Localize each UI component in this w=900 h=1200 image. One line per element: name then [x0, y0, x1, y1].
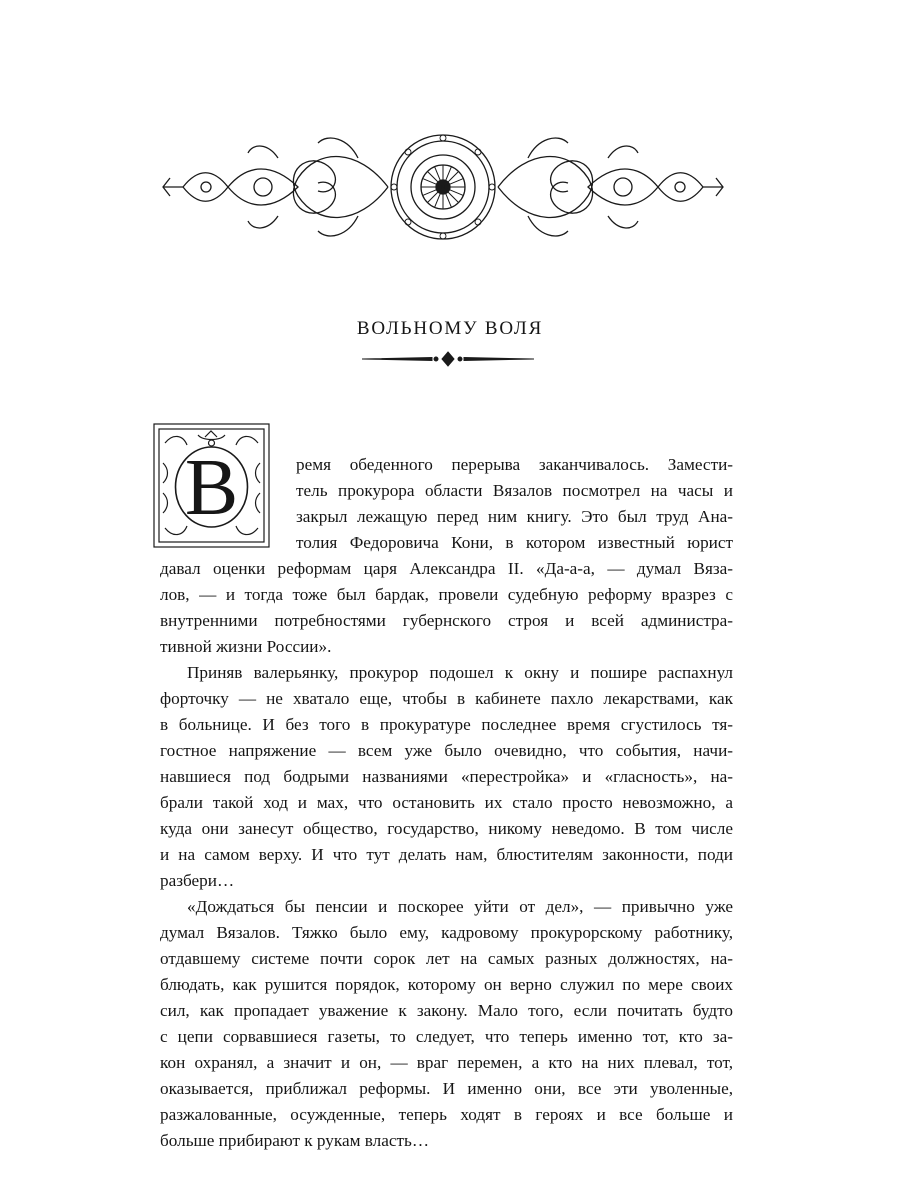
title-rule-ornament: [362, 350, 534, 368]
text-line: толия Федоровича Кони, в котором известный юрист: [296, 533, 733, 552]
text-line: куда они занесут общество, государство, никому неведомо. В том числе: [160, 819, 733, 838]
text-line: тивной жизни России».: [160, 637, 332, 656]
text-line: оказывается, приближал реформы. И именно они, все эти уволенные,: [160, 1079, 733, 1098]
text-line: Приняв валерьянку, прокурор подошел к окну и пошире распахнул: [187, 663, 733, 682]
text-line: закрыл лежащую перед ним книгу. Это был труд Ана-: [296, 507, 733, 526]
headpiece-ornament: [158, 128, 728, 246]
text-line: тель прокурора области Вязалов посмотрел на часы и: [296, 481, 733, 500]
text-line: лов, — и тогда тоже был бардак, провели судебную реформу вразрез с: [160, 585, 733, 604]
text-line: сил, как пропадает уважение к закону. Мало того, если почитать будто: [160, 1001, 733, 1020]
text-line: разжалованные, осужденные, теперь ходят в героях и все больше и: [160, 1105, 733, 1124]
text-line: «Дождаться бы пенсии и поскорее уйти от дел», — привычно уже: [187, 897, 733, 916]
text-line: форточку — не хватало еще, чтобы в кабинете пахло лекарствами, как: [160, 689, 733, 708]
text-line: и на самом верху. И что тут делать нам, блюстителям законности, поди: [160, 845, 733, 864]
drop-cap-letter: В: [184, 443, 239, 532]
text-line: с цепи сорвавшиеся газеты, то следует, что теперь именно тот, кто за-: [160, 1027, 733, 1046]
text-line: отдавшему системе почти сорок лет на самых разных должностях, на-: [160, 949, 733, 968]
text-line: думал Вязалов. Тяжко было ему, кадровому прокурорскому работнику,: [160, 923, 733, 942]
text-line: ремя обеденного перерыва заканчивалось. Замести-: [296, 455, 733, 474]
text-line: брали такой ход и мах, что остановить их стало просто невозможно, а: [160, 793, 733, 812]
text-line: внутренними потребностями губернского строя и всей администра-: [160, 611, 733, 630]
chapter-title: ВОЛЬНОМУ ВОЛЯ: [356, 318, 544, 339]
text-line: блюдать, как рушится порядок, которому он верно служил по мере своих: [160, 975, 733, 994]
text-line: навшиеся под бодрыми названиями «перестройка» и «гласность», на-: [160, 767, 733, 786]
text-line: больше прибирают к рукам власть…: [160, 1131, 430, 1150]
text-line: гостное напряжение — всем уже было очевидно, что события, начи-: [160, 741, 733, 760]
text-line: давал оценки реформам царя Александра II. «Да-а-а, — думал Вяза-: [160, 559, 733, 578]
text-line: кон охранял, а значит и он, — враг перемен, а кто на них плевал, тот,: [160, 1053, 733, 1072]
drop-cap: [153, 423, 270, 548]
text-line: разбери…: [160, 871, 235, 890]
text-line: в больнице. И без того в прокуратуре последнее время сгустилось тя-: [160, 715, 733, 734]
